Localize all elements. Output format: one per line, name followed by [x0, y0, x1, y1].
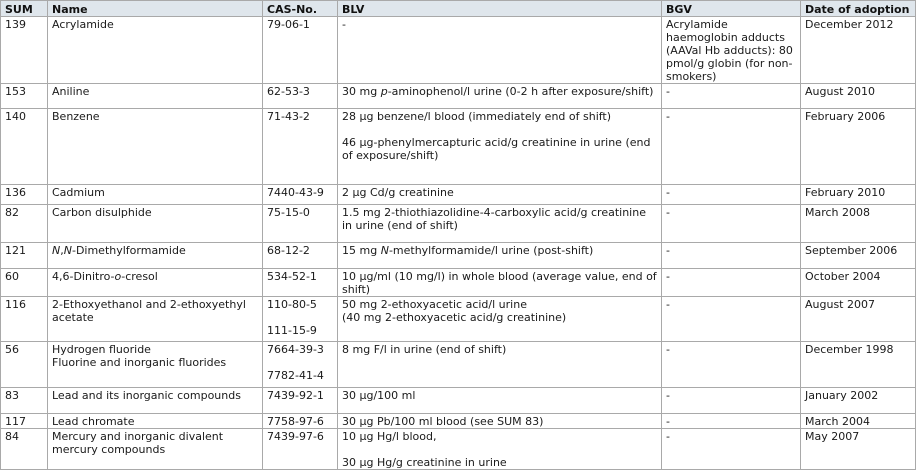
date-cell: October 2004 — [801, 269, 916, 297]
cas-text: 75-15-0 — [267, 206, 310, 219]
date-cell: February 2006 — [801, 109, 916, 185]
bgv-text: - — [666, 206, 670, 219]
name-text: Fluorine and inorganic fluorides — [52, 356, 227, 369]
sum-cell: 84 — [1, 429, 48, 470]
bgv-cell — [662, 109, 801, 185]
cas-text: 111-15-9 — [267, 324, 317, 337]
sum-cell: 140 — [1, 109, 48, 185]
blv-text: - — [342, 18, 346, 31]
name-cell — [48, 269, 263, 297]
name-text: 2-Ethoxyethanol and 2-ethoxyethyl acetate — [52, 298, 246, 324]
blv-text: 10 µg Hg/l blood, — [342, 430, 437, 443]
name-cell — [48, 185, 263, 205]
bgv-cell — [662, 17, 801, 84]
name-cell — [48, 17, 263, 84]
name-text: Hydrogen fluoride — [52, 343, 151, 356]
col-header-date: Date of adoption — [801, 1, 916, 17]
cas-cell — [263, 84, 338, 109]
cas-cell — [263, 185, 338, 205]
blv-text: 30 µg Pb/100 ml blood (see SUM 83) — [342, 415, 544, 428]
name-text: Lead chromate — [52, 415, 135, 428]
blv-cell — [338, 429, 662, 470]
bgv-cell — [662, 84, 801, 109]
name-text: Lead and its inorganic compounds — [52, 389, 241, 402]
table-row — [1, 388, 916, 414]
cas-text: 7782-41-4 — [267, 369, 324, 382]
name-text: Cadmium — [52, 186, 105, 199]
cas-cell — [263, 205, 338, 243]
bgv-cell — [662, 185, 801, 205]
name-cell — [48, 429, 263, 470]
table-row — [1, 185, 916, 205]
col-header-cas: CAS-No. — [263, 1, 338, 17]
blv-text: 2 µg Cd/g creatinine — [342, 186, 454, 199]
bgv-text: - — [666, 415, 670, 428]
cas-text: 7439-97-6 — [267, 430, 324, 443]
bgv-cell — [662, 429, 801, 470]
cas-text: 7440-43-9 — [267, 186, 324, 199]
cas-text: 79-06-1 — [267, 18, 310, 31]
cas-cell — [263, 297, 338, 342]
blv-text: 30 mg p-aminophenol/l urine (0-2 h after exposure/shift) — [342, 85, 654, 98]
cas-text: 71-43-2 — [267, 110, 310, 123]
date-cell: August 2007 — [801, 297, 916, 342]
table-row — [1, 342, 916, 388]
blv-cell — [338, 109, 662, 185]
bgv-text: - — [666, 389, 670, 402]
name-cell — [48, 388, 263, 414]
blv-text: 30 µg Hg/g creatinine in urine — [342, 456, 507, 469]
blv-cell — [338, 243, 662, 269]
bgv-text: - — [666, 298, 670, 311]
date-cell: January 2002 — [801, 388, 916, 414]
table-row — [1, 414, 916, 429]
table-row — [1, 269, 916, 297]
table-row — [1, 17, 916, 84]
bgv-text: - — [666, 430, 670, 443]
name-text: Aniline — [52, 85, 90, 98]
bgv-cell — [662, 243, 801, 269]
sum-cell: 56 — [1, 342, 48, 388]
sum-cell: 60 — [1, 269, 48, 297]
table-row — [1, 84, 916, 109]
cas-text: 68-12-2 — [267, 244, 310, 257]
sum-cell: 121 — [1, 243, 48, 269]
cas-cell — [263, 243, 338, 269]
name-cell — [48, 205, 263, 243]
cas-cell — [263, 17, 338, 84]
name-cell — [48, 243, 263, 269]
header-row — [1, 1, 916, 17]
cas-text: 534-52-1 — [267, 270, 317, 283]
bgv-cell — [662, 269, 801, 297]
cas-text: 7758-97-6 — [267, 415, 324, 428]
cas-cell — [263, 109, 338, 185]
blv-text: 50 mg 2-ethoxyacetic acid/l urine — [342, 298, 527, 311]
blv-text: 46 µg-phenylmercapturic acid/g creatinine in urine (end of exposure/shift) — [342, 136, 651, 162]
name-cell — [48, 342, 263, 388]
name-text: Mercury and inorganic divalent mercury compounds — [52, 430, 224, 456]
cas-text: 7439-92-1 — [267, 389, 324, 402]
name-text: Acrylamide — [52, 18, 114, 31]
bgv-text: - — [666, 186, 670, 199]
sum-cell: 153 — [1, 84, 48, 109]
cas-text: 62-53-3 — [267, 85, 310, 98]
name-cell — [48, 414, 263, 429]
blv-cell — [338, 414, 662, 429]
blv-text: (40 mg 2-ethoxyacetic acid/g creatinine) — [342, 311, 567, 324]
name-cell — [48, 84, 263, 109]
date-cell: December 1998 — [801, 342, 916, 388]
name-text: Carbon disulphide — [52, 206, 152, 219]
blv-cell — [338, 185, 662, 205]
date-cell: March 2004 — [801, 414, 916, 429]
bgv-text: Acrylamide haemoglobin adducts (AAVal Hb adducts): 80 pmol/g globin (for non-smokers) — [666, 18, 793, 83]
cas-cell — [263, 429, 338, 470]
blv-cell — [338, 342, 662, 388]
cas-cell — [263, 388, 338, 414]
bgv-cell — [662, 388, 801, 414]
blv-text: 28 µg benzene/l blood (immediately end of shift) — [342, 110, 612, 123]
sum-cell: 117 — [1, 414, 48, 429]
blv-cell — [338, 17, 662, 84]
blv-text: 15 mg N-methylformamide/l urine (post-shift) — [342, 244, 594, 257]
table-row — [1, 205, 916, 243]
cas-cell — [263, 414, 338, 429]
table-row — [1, 429, 916, 470]
blv-text: 8 mg F/l in urine (end of shift) — [342, 343, 507, 356]
name-text: 4,6-Dinitro-o-cresol — [52, 270, 158, 283]
sum-cell: 136 — [1, 185, 48, 205]
sum-cell: 139 — [1, 17, 48, 84]
bgv-cell — [662, 205, 801, 243]
blv-cell — [338, 388, 662, 414]
bgv-text: - — [666, 343, 670, 356]
table-row — [1, 297, 916, 342]
blv-text: 10 µg/ml (10 mg/l) in whole blood (average value, end of shift) — [342, 270, 657, 296]
bgv-text: - — [666, 85, 670, 98]
table-row — [1, 109, 916, 185]
date-cell: February 2010 — [801, 185, 916, 205]
date-cell: September 2006 — [801, 243, 916, 269]
sum-cell: 116 — [1, 297, 48, 342]
cas-cell — [263, 269, 338, 297]
bgv-cell — [662, 297, 801, 342]
bgv-text: - — [666, 110, 670, 123]
sum-cell: 82 — [1, 205, 48, 243]
name-cell — [48, 109, 263, 185]
blv-cell — [338, 297, 662, 342]
bgv-cell — [662, 342, 801, 388]
blv-cell — [338, 84, 662, 109]
date-cell: August 2010 — [801, 84, 916, 109]
date-cell: May 2007 — [801, 429, 916, 470]
bgv-text: - — [666, 270, 670, 283]
cas-cell — [263, 342, 338, 388]
blv-text: 1.5 mg 2-thiothiazolidine-4-carboxylic acid/g creatinine in urine (end of shift) — [342, 206, 646, 232]
bgv-text: - — [666, 244, 670, 257]
col-header-name: Name — [48, 1, 263, 17]
name-text: N,N-Dimethylformamide — [52, 244, 186, 257]
bgv-cell — [662, 414, 801, 429]
blv-text: 30 µg/100 ml — [342, 389, 416, 402]
blv-cell — [338, 205, 662, 243]
col-header-sum: SUM — [1, 1, 48, 17]
col-header-blv: BLV — [338, 1, 662, 17]
blv-cell — [338, 269, 662, 297]
name-text: Benzene — [52, 110, 100, 123]
sum-cell: 83 — [1, 388, 48, 414]
name-cell — [48, 297, 263, 342]
cas-text: 7664-39-3 — [267, 343, 324, 356]
col-header-bgv: BGV — [662, 1, 801, 17]
date-cell: December 2012 — [801, 17, 916, 84]
cas-text: 110-80-5 — [267, 298, 317, 311]
date-cell: March 2008 — [801, 205, 916, 243]
table-row — [1, 243, 916, 269]
